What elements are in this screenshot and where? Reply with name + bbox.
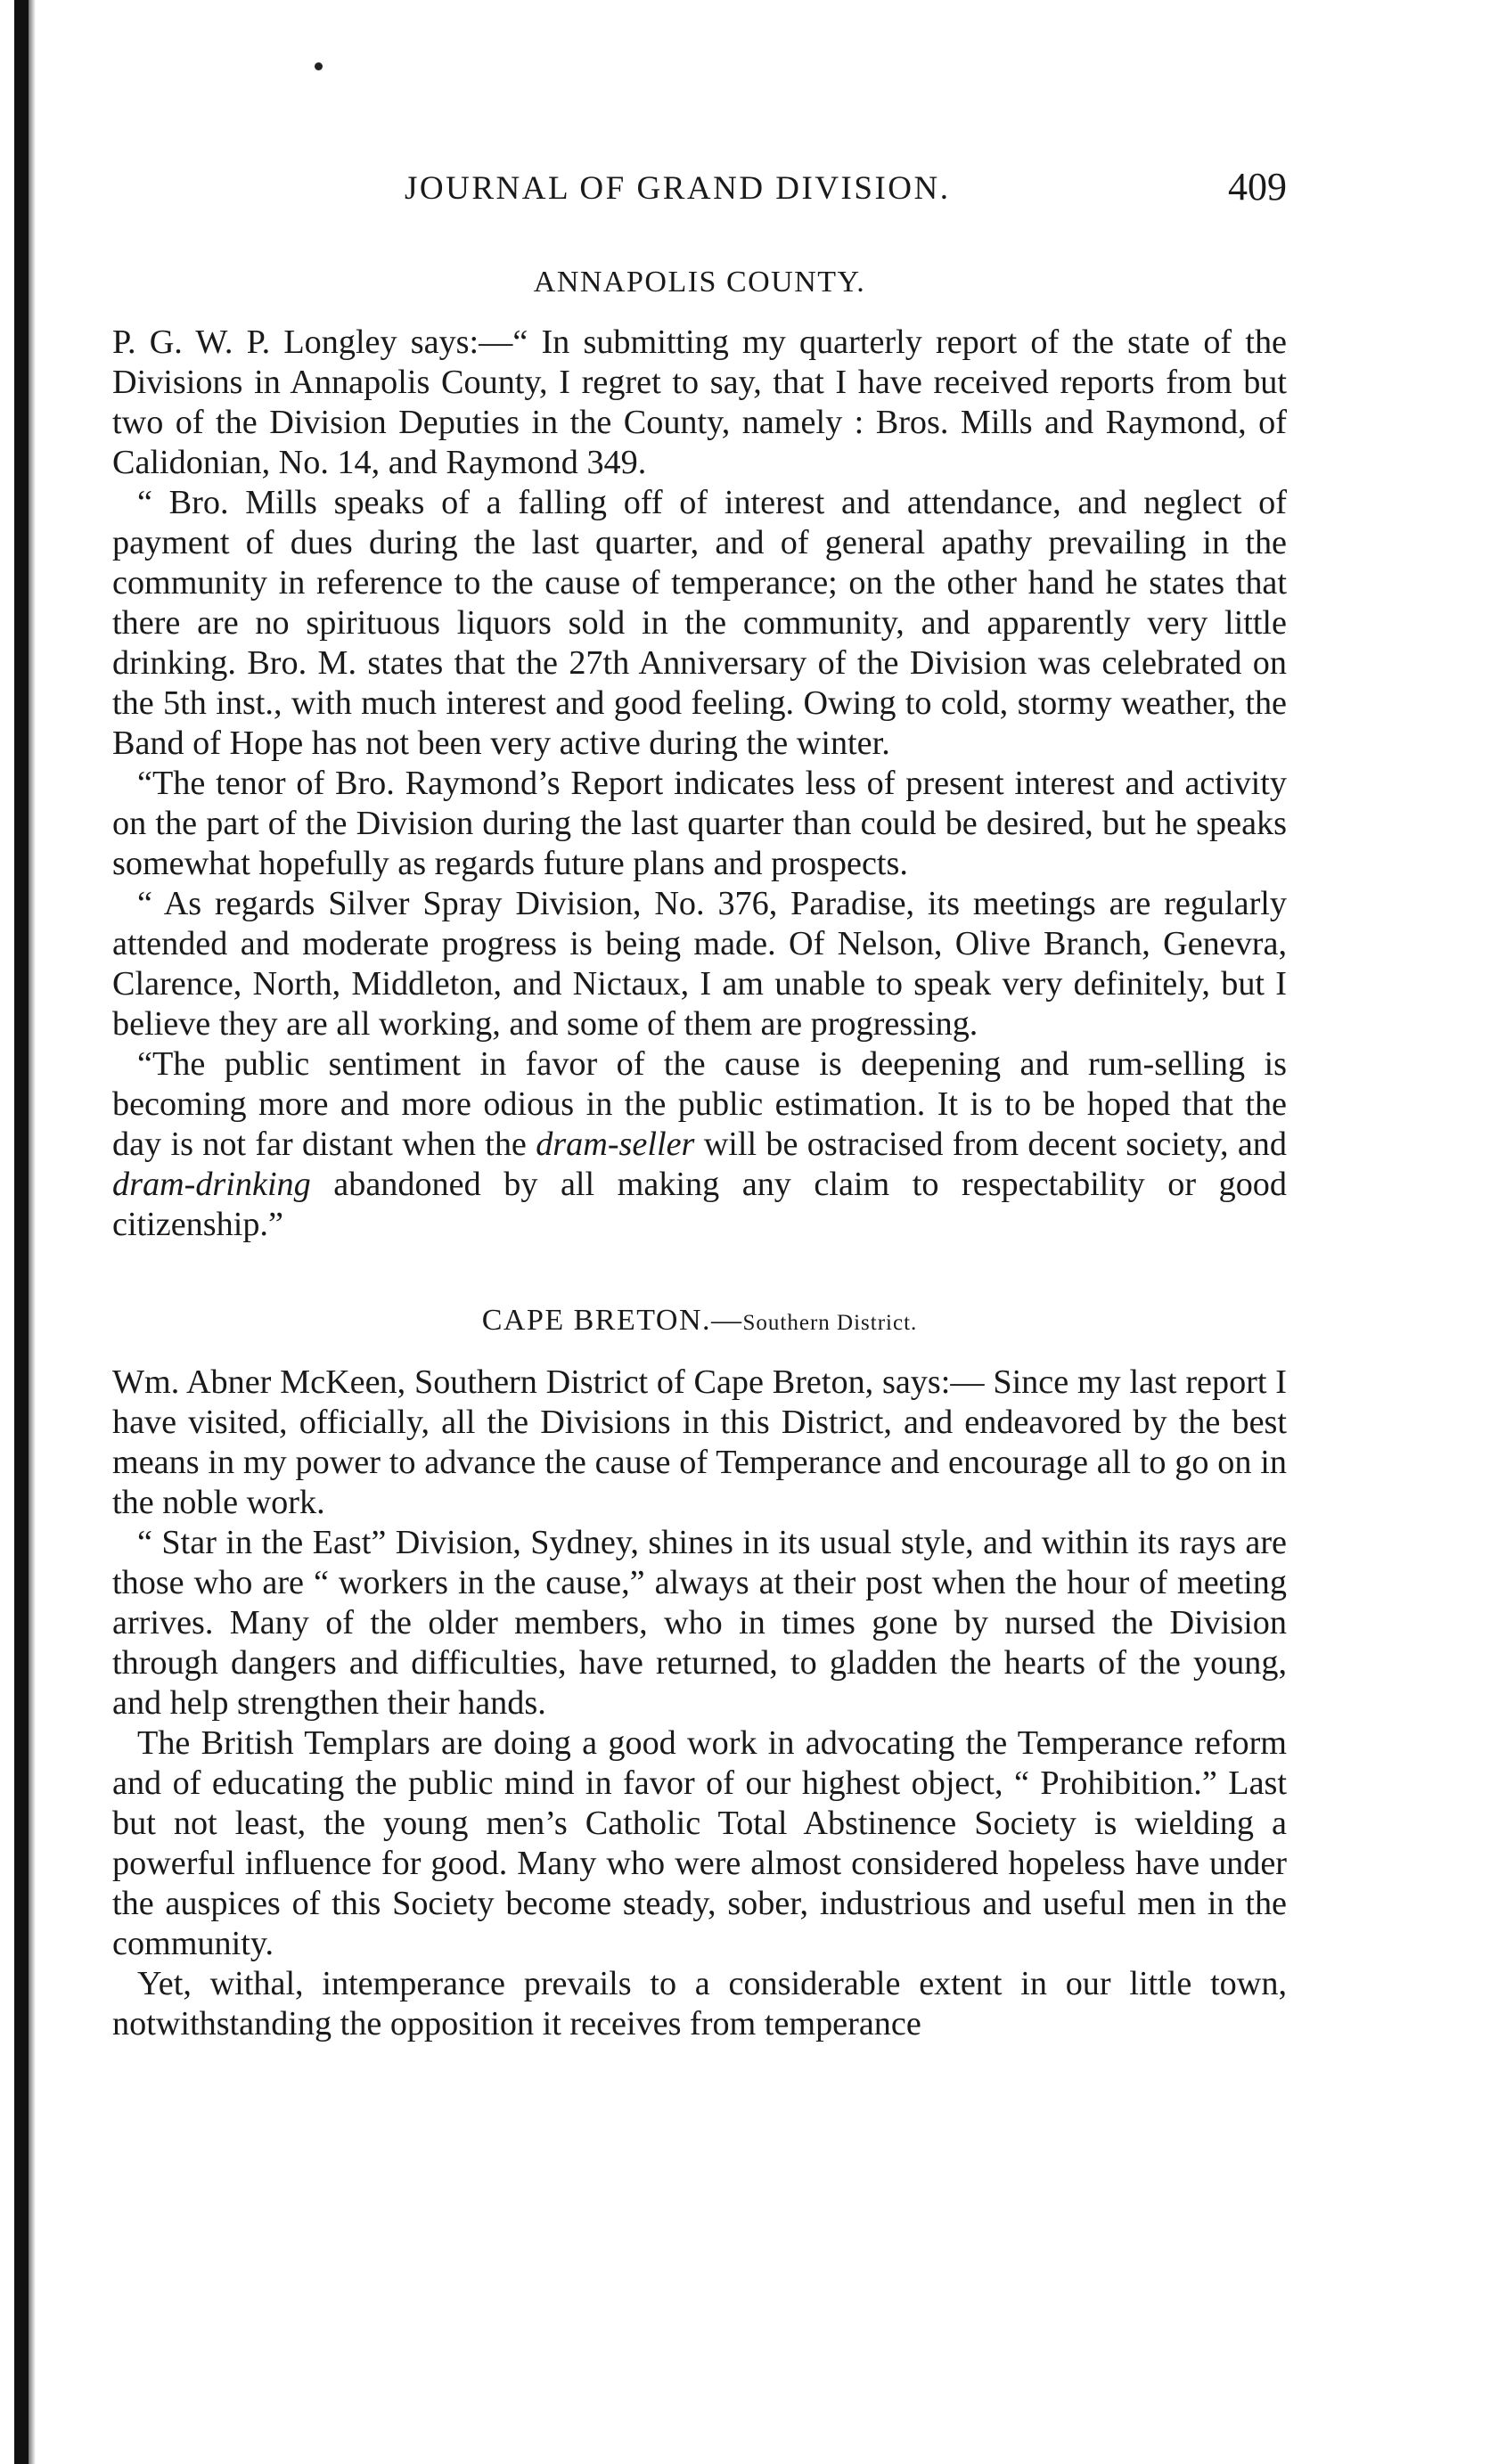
text-run: will be ostracised from decent society, and (694, 1126, 1287, 1163)
book-spine-gradient (29, 0, 36, 2464)
heading-main: CAPE BRETON.— (481, 1304, 743, 1337)
section-heading-annapolis: ANNAPOLIS COUNTY. (533, 266, 866, 299)
document-page (112, 165, 1287, 2044)
book-spine-shadow (14, 0, 29, 2464)
running-title: JOURNAL OF GRAND DIVISION. (405, 170, 951, 207)
page-number: 409 (1228, 165, 1287, 209)
ink-speck (315, 62, 323, 70)
running-head (112, 165, 1287, 223)
text-run: abandoned by all making any claim to respectability or good citizenship.” (112, 1166, 1287, 1243)
paragraph: The British Templars are doing a good work in advocating the Temperance reform and of educating the public mind in favor of our highest object, “ Prohibition.” Last but not least, the young men’s Catholic Total Abstinence Society is wielding a powerful influence for good. Many who were almost considered hopeless have under the auspices of this Society become steady, sober, industrious and useful men in the community. (112, 1724, 1287, 1962)
heading-subtitle: Southern District. (742, 1311, 918, 1335)
paragraph: P. G. W. P. Longley says:—“ In submitting my quarterly report of the state of the Divisions in Annapolis County, I regret to say, that I have received reports from but two of the Division Deputies in the County, namely : Bros. Mills and Raymond, of Calidonian, No. 14, and Raymond 349. (112, 323, 1287, 481)
paragraph: “ Bro. Mills speaks of a falling off of interest and attendance, and neglect of payment of dues during the last quarter, and of general apathy prevailing in the community in reference to the cause of temperance; on the other hand he states that there are no spirituous liquors sold in the community, and apparently very little drinking. Bro. M. states that the 27th Anniversary of the Division was celebrated on the 5th inst., with much interest and good feeling. Owing to cold, stormy weather, the Band of Hope has not been very active during the winter. (112, 484, 1287, 762)
paragraph: “The tenor of Bro. Raymond’s Report indicates less of present interest and activity on the part of the Division during the last quarter than could be desired, but he speaks somewhat hopefully as regards future plans and prospects. (112, 765, 1287, 882)
text-run: “The public sentiment in favor of the cause is deepening and rum-selling is becoming more and more odious in the public estimation. It is to be hoped that the day is not far distant when the (112, 1045, 1287, 1163)
section-heading-cape-breton (112, 1304, 1287, 1338)
paragraph-with-emphasis (112, 1044, 1287, 1245)
paragraph: “ As regards Silver Spray Division, No. 376, Paradise, its meetings are regularly attended and moderate progress is being made. Of Nelson, Olive Branch, Genevra, Clarence, North, Middleton, and Nictaux, I am unable to speak very definitely, but I believe they are all working, and some of them are progressing. (112, 885, 1287, 1043)
emphasis-dram-seller: dram-seller (536, 1126, 695, 1163)
paragraph: “ Star in the East” Division, Sydney, shines in its usual style, and within its rays are those who are “ workers in the cause,” always at their post when the hour of meeting arrives. Many of the older members, who in times gone by nursed the Division through dangers and difficulties, have returned, to gladden the hearts of the young, and help strengthen their hands. (112, 1524, 1287, 1722)
paragraph: Wm. Abner McKeen, Southern District of Cape Breton, says:— Since my last report I have visited, officially, all the Divisions in this District, and endeavored by the best means in my power to advance the cause of Temperance and encourage all to go on in the noble work. (112, 1363, 1287, 1521)
emphasis-dram-drinking: dram-drinking (112, 1166, 311, 1203)
paragraph: Yet, withal, intemperance prevails to a considerable extent in our little town, notwithstanding the opposition it receives from temperance (112, 1965, 1287, 2042)
